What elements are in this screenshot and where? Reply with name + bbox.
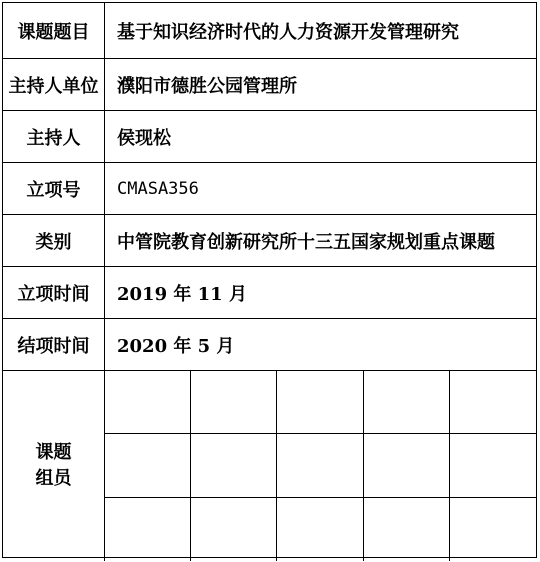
- member-cell: [191, 434, 277, 497]
- approval-date-label: 立项时间: [3, 267, 105, 318]
- row-host-unit: [3, 59, 536, 111]
- member-cell: [105, 434, 191, 497]
- host-unit-value: 濮阳市德胜公园管理所: [117, 75, 297, 97]
- row-project-number: [3, 163, 536, 215]
- member-cell: [450, 371, 536, 434]
- host-unit-label: 主持人单位: [3, 59, 105, 110]
- category-label: 类别: [3, 215, 105, 266]
- member-cell: [191, 371, 277, 434]
- host-label: 主持人: [3, 111, 105, 162]
- row-approval-date: [3, 267, 536, 319]
- members-grid: [105, 371, 536, 561]
- members-label: [3, 371, 105, 561]
- member-cell: [105, 371, 191, 434]
- row-completion-date: [3, 319, 536, 371]
- members-label-line1: 课题: [35, 442, 72, 463]
- member-cell: [277, 434, 363, 497]
- row-category: [3, 215, 536, 267]
- member-cell: [364, 434, 450, 497]
- member-cell: [450, 434, 536, 497]
- completion-date-value: 2020 年 5 月: [117, 335, 235, 357]
- approval-date-value: 2019 年 11 月: [117, 283, 247, 305]
- member-cell: [191, 498, 277, 561]
- member-cell: [364, 498, 450, 561]
- host-value: 侯现松: [117, 127, 171, 149]
- row-host: [3, 111, 536, 163]
- project-number-label: 立项号: [3, 163, 105, 214]
- project-info-table: [2, 2, 537, 558]
- category-value: 中管院教育创新研究所十三五国家规划重点课题: [117, 231, 495, 253]
- project-number-value: CMASA356: [117, 178, 199, 199]
- row-members: [3, 371, 536, 561]
- member-cell: [364, 371, 450, 434]
- member-cell: [277, 498, 363, 561]
- row-topic: [3, 3, 536, 59]
- members-label-line2: 组员: [35, 468, 72, 489]
- member-cell: [277, 371, 363, 434]
- member-cell: [105, 498, 191, 561]
- topic-label: 课题题目: [3, 3, 105, 58]
- member-cell: [450, 498, 536, 561]
- topic-value: 基于知识经济时代的人力资源开发管理研究: [117, 21, 459, 43]
- completion-date-label: 结项时间: [3, 319, 105, 370]
